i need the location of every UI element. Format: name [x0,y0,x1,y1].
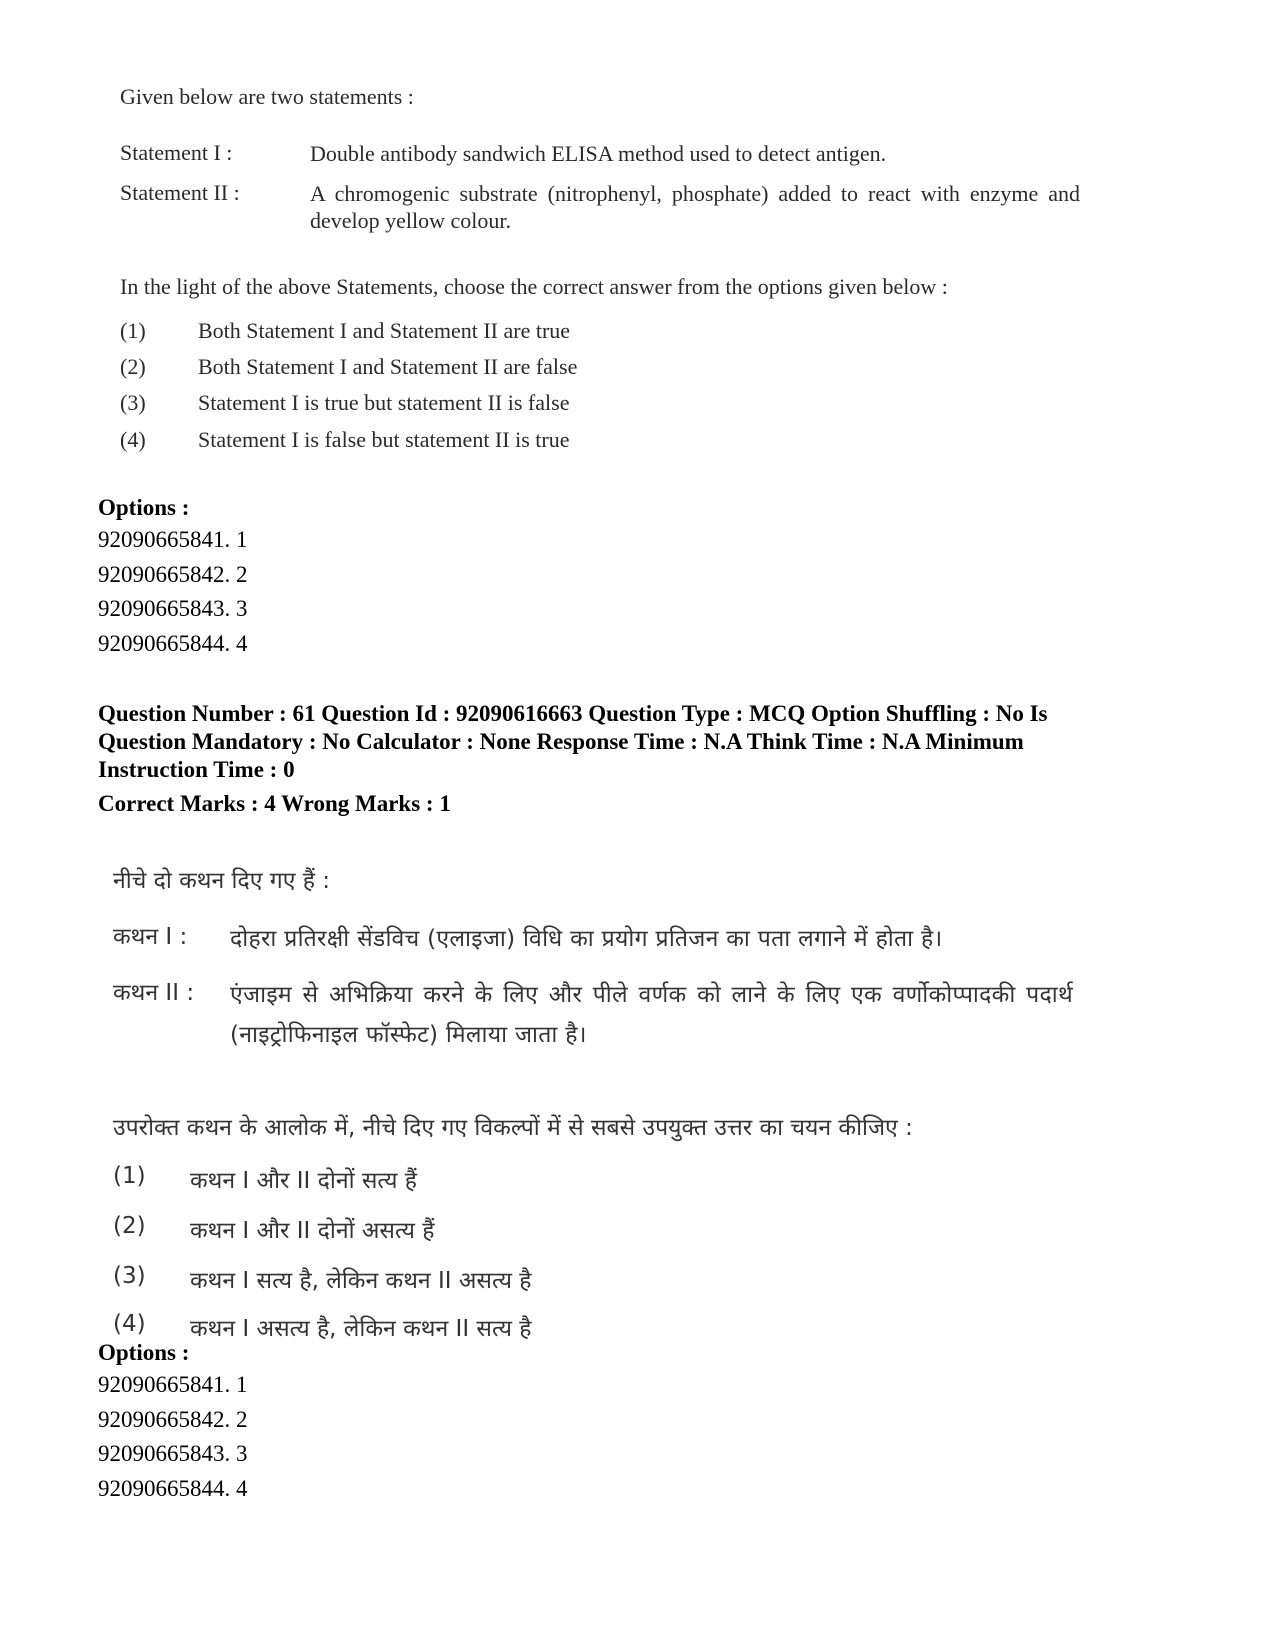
choice-number: (3) [120,390,146,415]
option-item: 92090665843. 3 [98,1441,248,1466]
option-item: 92090665842. 2 [98,561,248,587]
choice-text: Statement I is false but statement II is true [198,427,570,452]
choice-number: (4) [113,1311,146,1337]
question-61-meta [98,700,1198,784]
choice-number: (4) [120,427,146,452]
statement-text: A chromogenic substrate (nitrophenyl, phosphate) added to react with enzyme and develop yellow colour. [310,181,1080,233]
option-item: 92090665841. 1 [98,527,248,552]
options-list [98,1372,248,1510]
question-prompt: उपरोक्त कथन के आलोक में, नीचे दिए गए विकल्पों में से सबसे उपयुक्त उत्तर का चयन कीजिए : [113,1115,913,1141]
options-heading: Options : [98,1340,190,1365]
marks-line: Correct Marks : 4 Wrong Marks : 1 [98,791,451,816]
answer-choice [120,390,569,416]
statement-label: Statement II : [120,180,240,205]
option-item: 92090665844. 4 [98,1475,248,1501]
question-intro: Given below are two statements : [120,84,414,109]
statement-text: एंजाइम से अभिक्रिया करने के लिए और पीले वर्णक को लाने के लिए एक वर्णोकोप्पादकी पदार्थ (नाइट्रोफिनाइल फॉस्फेट) मिलाया जाता है। [230,982,1073,1048]
answer-choice [113,1213,435,1245]
choice-text: Both Statement I and Statement II are true [198,318,571,343]
answer-choice [113,1163,417,1195]
statement-text: Double antibody sandwich ELISA method used to detect antigen. [310,141,887,166]
meta-line: Instruction Time : 0 [98,757,295,782]
statement-label: कथन II : [113,980,195,1006]
answer-choice [120,427,569,453]
choice-number: (3) [113,1263,146,1289]
choice-text: Statement I is true but statement II is false [198,390,570,415]
choice-number: (2) [113,1213,146,1239]
statement-label: Statement I : [120,140,233,165]
option-item: 92090665843. 3 [98,596,248,621]
answer-choice [113,1263,532,1295]
choice-text: कथन I सत्य है, लेकिन कथन II असत्य है [190,1268,532,1294]
options-heading: Options : [98,495,190,520]
choice-text: Both Statement I and Statement II are false [198,354,578,379]
choice-text: कथन I और II दोनों असत्य हैं [190,1218,435,1244]
option-item: 92090665841. 1 [98,1372,248,1397]
options-list [98,527,248,665]
question-intro: नीचे दो कथन दिए गए हैं : [113,868,331,894]
statement-2 [113,975,1113,1055]
option-item: 92090665844. 4 [98,630,248,656]
question-prompt: In the light of the above Statements, choose the correct answer from the options given below : [120,274,948,299]
choice-text: कथन I और II दोनों सत्य हैं [190,1168,417,1194]
statement-label: कथन I : [113,924,188,950]
choice-text: कथन I असत्य है, लेकिन कथन II सत्य है [190,1316,532,1342]
meta-line: Question Number : 61 Question Id : 92090616663 Question Type : MCQ Option Shuffling : No Is [98,701,1048,726]
answer-choice [120,318,570,344]
statement-1 [113,919,1113,959]
statement-2 [120,180,1120,234]
meta-line: Question Mandatory : No Calculator : None Response Time : N.A Think Time : N.A Minimum [98,729,1024,754]
option-item: 92090665842. 2 [98,1406,248,1432]
answer-choice [120,354,577,380]
choice-number: (2) [120,354,146,379]
choice-number: (1) [113,1163,146,1189]
statement-1 [120,140,1120,167]
statement-text: दोहरा प्रतिरक्षी सेंडविच (एलाइजा) विधि का प्रयोग प्रतिजन का पता लगाने में होता है। [230,926,943,952]
choice-number: (1) [120,318,146,343]
